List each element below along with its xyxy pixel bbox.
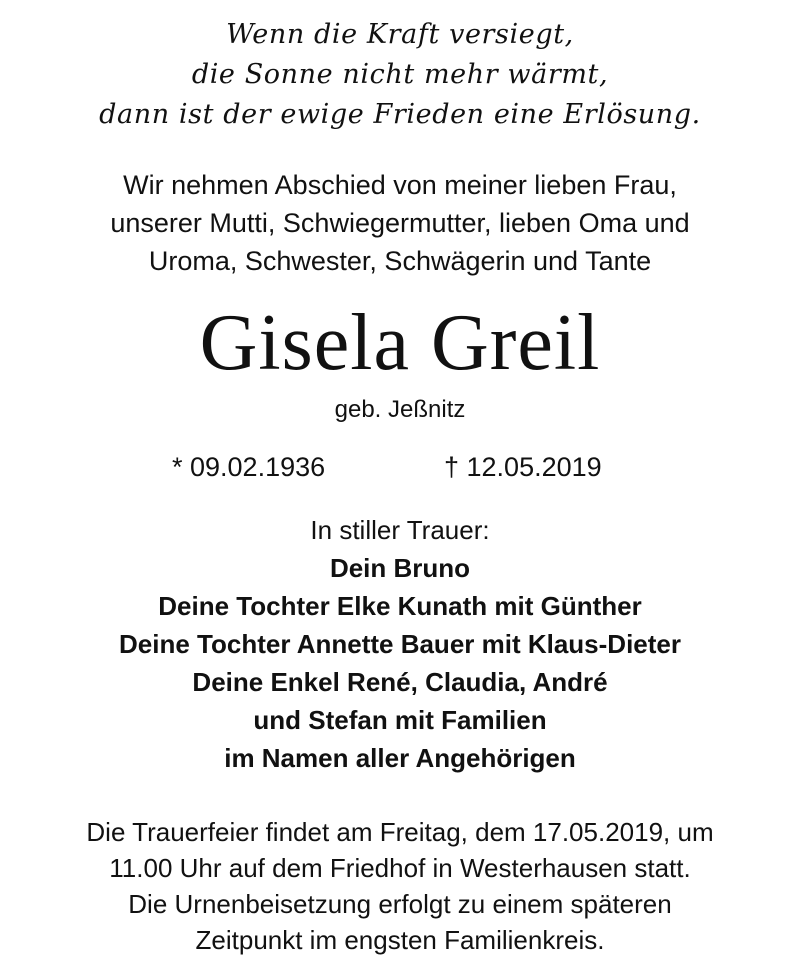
poem-line: die Sonne nicht mehr wärmt,: [191, 59, 609, 90]
mourner-line: Deine Tochter Elke Kunath mit Günther: [158, 591, 642, 621]
mourner-line: Deine Tochter Annette Bauer mit Klaus-Dieter: [119, 629, 681, 659]
life-dates: [0, 450, 800, 484]
poem-line: Wenn die Kraft versiegt,: [226, 19, 574, 50]
mourner-line: Deine Enkel René, Claudia, André: [192, 667, 608, 697]
mourner-line: und Stefan mit Familien: [253, 705, 547, 735]
mourner-line: im Namen aller Angehörigen: [224, 743, 576, 773]
mourners-title: In stiller Trauer:: [310, 515, 490, 545]
birth-date: * 09.02.1936: [172, 452, 326, 482]
poem-line: dann ist der ewige Frieden eine Erlösung.: [99, 99, 701, 130]
closing-line: Zeitpunkt im engsten Familienkreis.: [195, 925, 605, 955]
deceased-name: Gisela Greil: [199, 299, 601, 387]
mourner-line: Dein Bruno: [329, 553, 471, 583]
closing-line: Die Urnenbeisetzung erfolgt zu einem späteren: [128, 889, 672, 919]
closing-line: Die Trauerfeier findet am Freitag, dem 17.05.2019, um: [86, 817, 714, 847]
intro-line: Wir nehmen Abschied von meiner lieben Frau,: [123, 170, 677, 200]
birth-name: geb. Jeßnitz: [334, 396, 466, 423]
intro-line: Uroma, Schwester, Schwägerin und Tante: [148, 246, 652, 276]
death-date: † 12.05.2019: [444, 452, 602, 482]
intro-line: unserer Mutti, Schwiegermutter, lieben Oma und: [110, 208, 690, 238]
closing-line: 11.00 Uhr auf dem Friedhof in Westerhausen statt.: [109, 853, 691, 883]
